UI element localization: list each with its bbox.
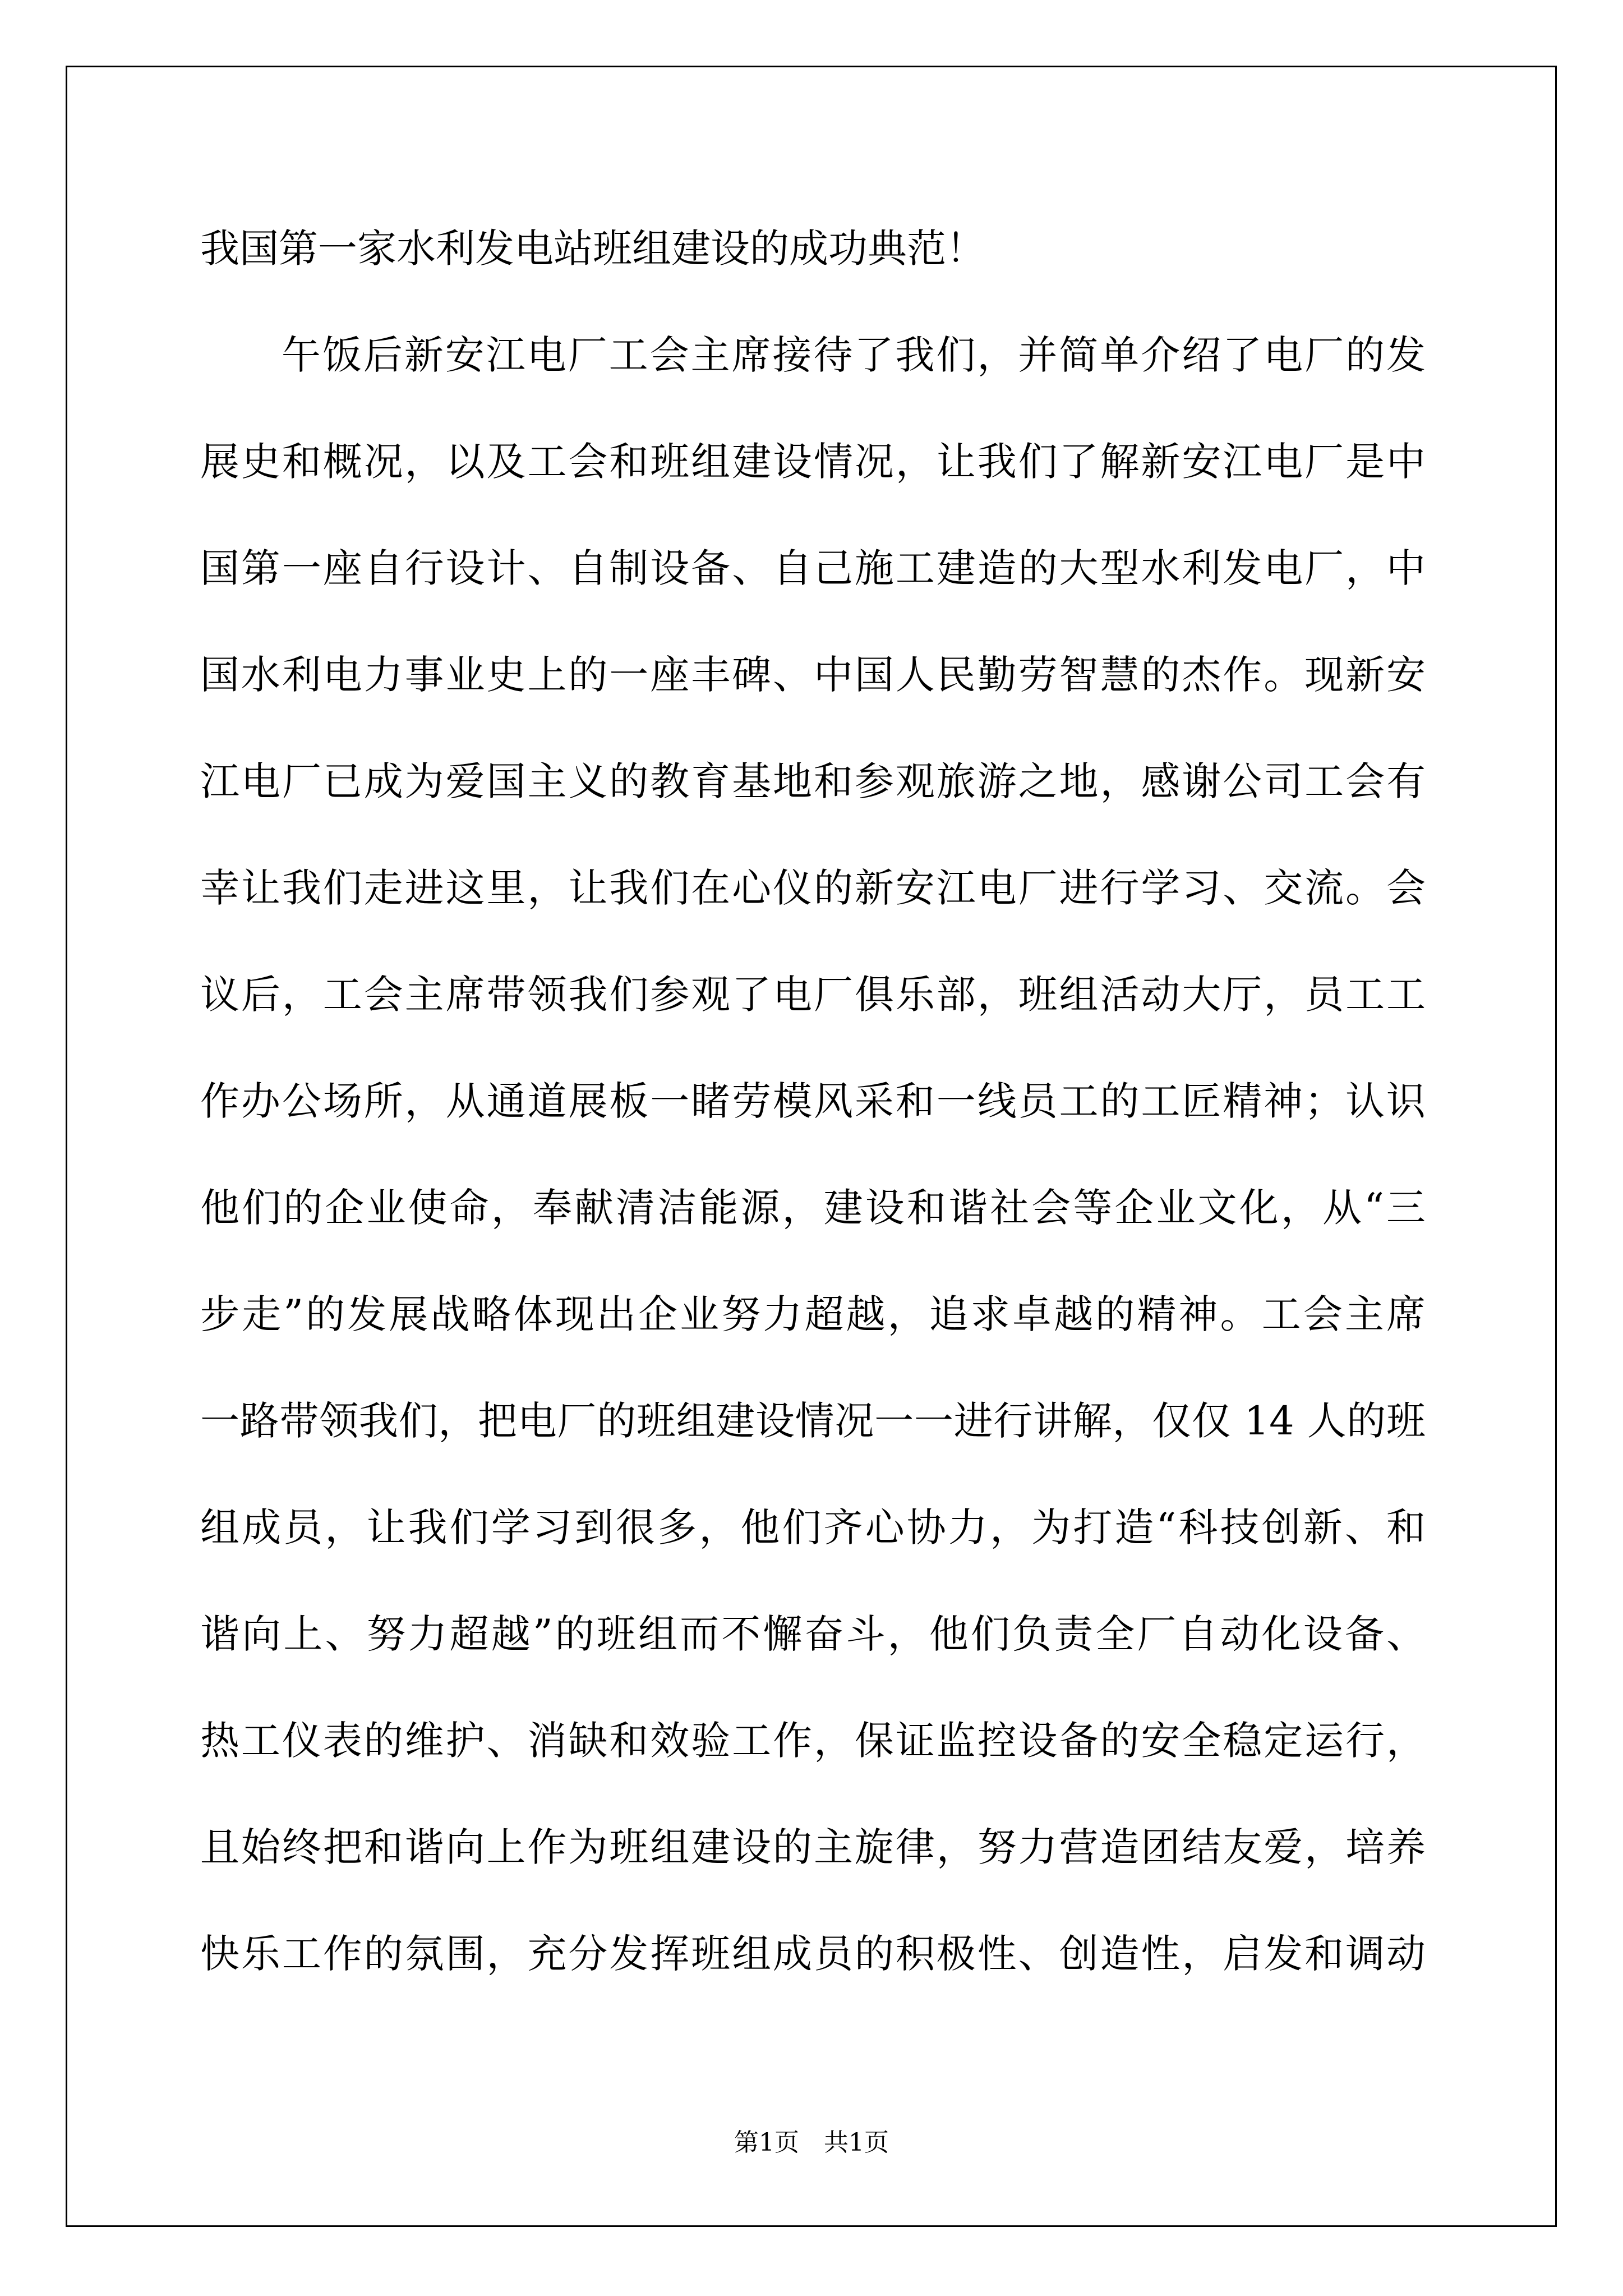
text-line: 步走”的发展战略体现出企业努力超越，追求卓越的精神。工会主席 — [200, 1291, 1426, 1337]
text-line: 江电厂已成为爱国主义的教育基地和参观旅游之地，感谢公司工会有 — [200, 758, 1426, 804]
text-line: 我国第一家水利发电站班组建设的成功典范！ — [200, 226, 985, 272]
text-line: 国水利电力事业史上的一座丰碑、中国人民勤劳智慧的杰作。现新安 — [200, 652, 1426, 698]
text-line: 作办公场所，从通道展板一睹劳模风采和一线员工的工匠精神；认识 — [200, 1078, 1426, 1124]
paragraph-continuation — [200, 195, 1426, 302]
page-footer — [0, 2126, 1623, 2160]
text-line: 午饭后新安江电厂工会主席接待了我们，并简单介绍了电厂的发 — [281, 332, 1426, 378]
text-line: 谐向上、努力超越”的班组而不懈奋斗，他们负责全厂自动化设备、 — [200, 1611, 1426, 1657]
text-line: 展史和概况，以及工会和班组建设情况，让我们了解新安江电厂是中 — [200, 439, 1426, 485]
text-line: 议后，工会主席带领我们参观了电厂俱乐部，班组活动大厅，员工工 — [200, 972, 1426, 1018]
text-line: 热工仪表的维护、消缺和效验工作，保证监控设备的安全稳定运行， — [200, 1718, 1426, 1764]
text-line: 幸让我们走进这里，让我们在心仪的新安江电厂进行学习、交流。会 — [200, 865, 1426, 911]
text-line: 一路带领我们，把电厂的班组建设情况一一进行讲解，仅仅 14 人的班 — [200, 1398, 1426, 1444]
text-line: 他们的企业使命，奉献清洁能源，建设和谐社会等企业文化，从“三 — [200, 1185, 1426, 1231]
body-text — [200, 195, 1426, 2007]
text-line: 且始终把和谐向上作为班组建设的主旋律，努力营造团结友爱，培养 — [200, 1824, 1426, 1870]
text-line: 快乐工作的氛围，充分发挥班组成员的积极性、创造性，启发和调动 — [200, 1931, 1426, 1977]
paragraph-visit-account — [200, 302, 1426, 2007]
text-line: 国第一座自行设计、自制设备、自己施工建造的大型水利发电厂，中 — [200, 545, 1426, 591]
page-number-label: 第1页 共1页 — [734, 2128, 889, 2157]
text-line: 组成员，让我们学习到很多，他们齐心协力，为打造“科技创新、和 — [200, 1504, 1426, 1550]
